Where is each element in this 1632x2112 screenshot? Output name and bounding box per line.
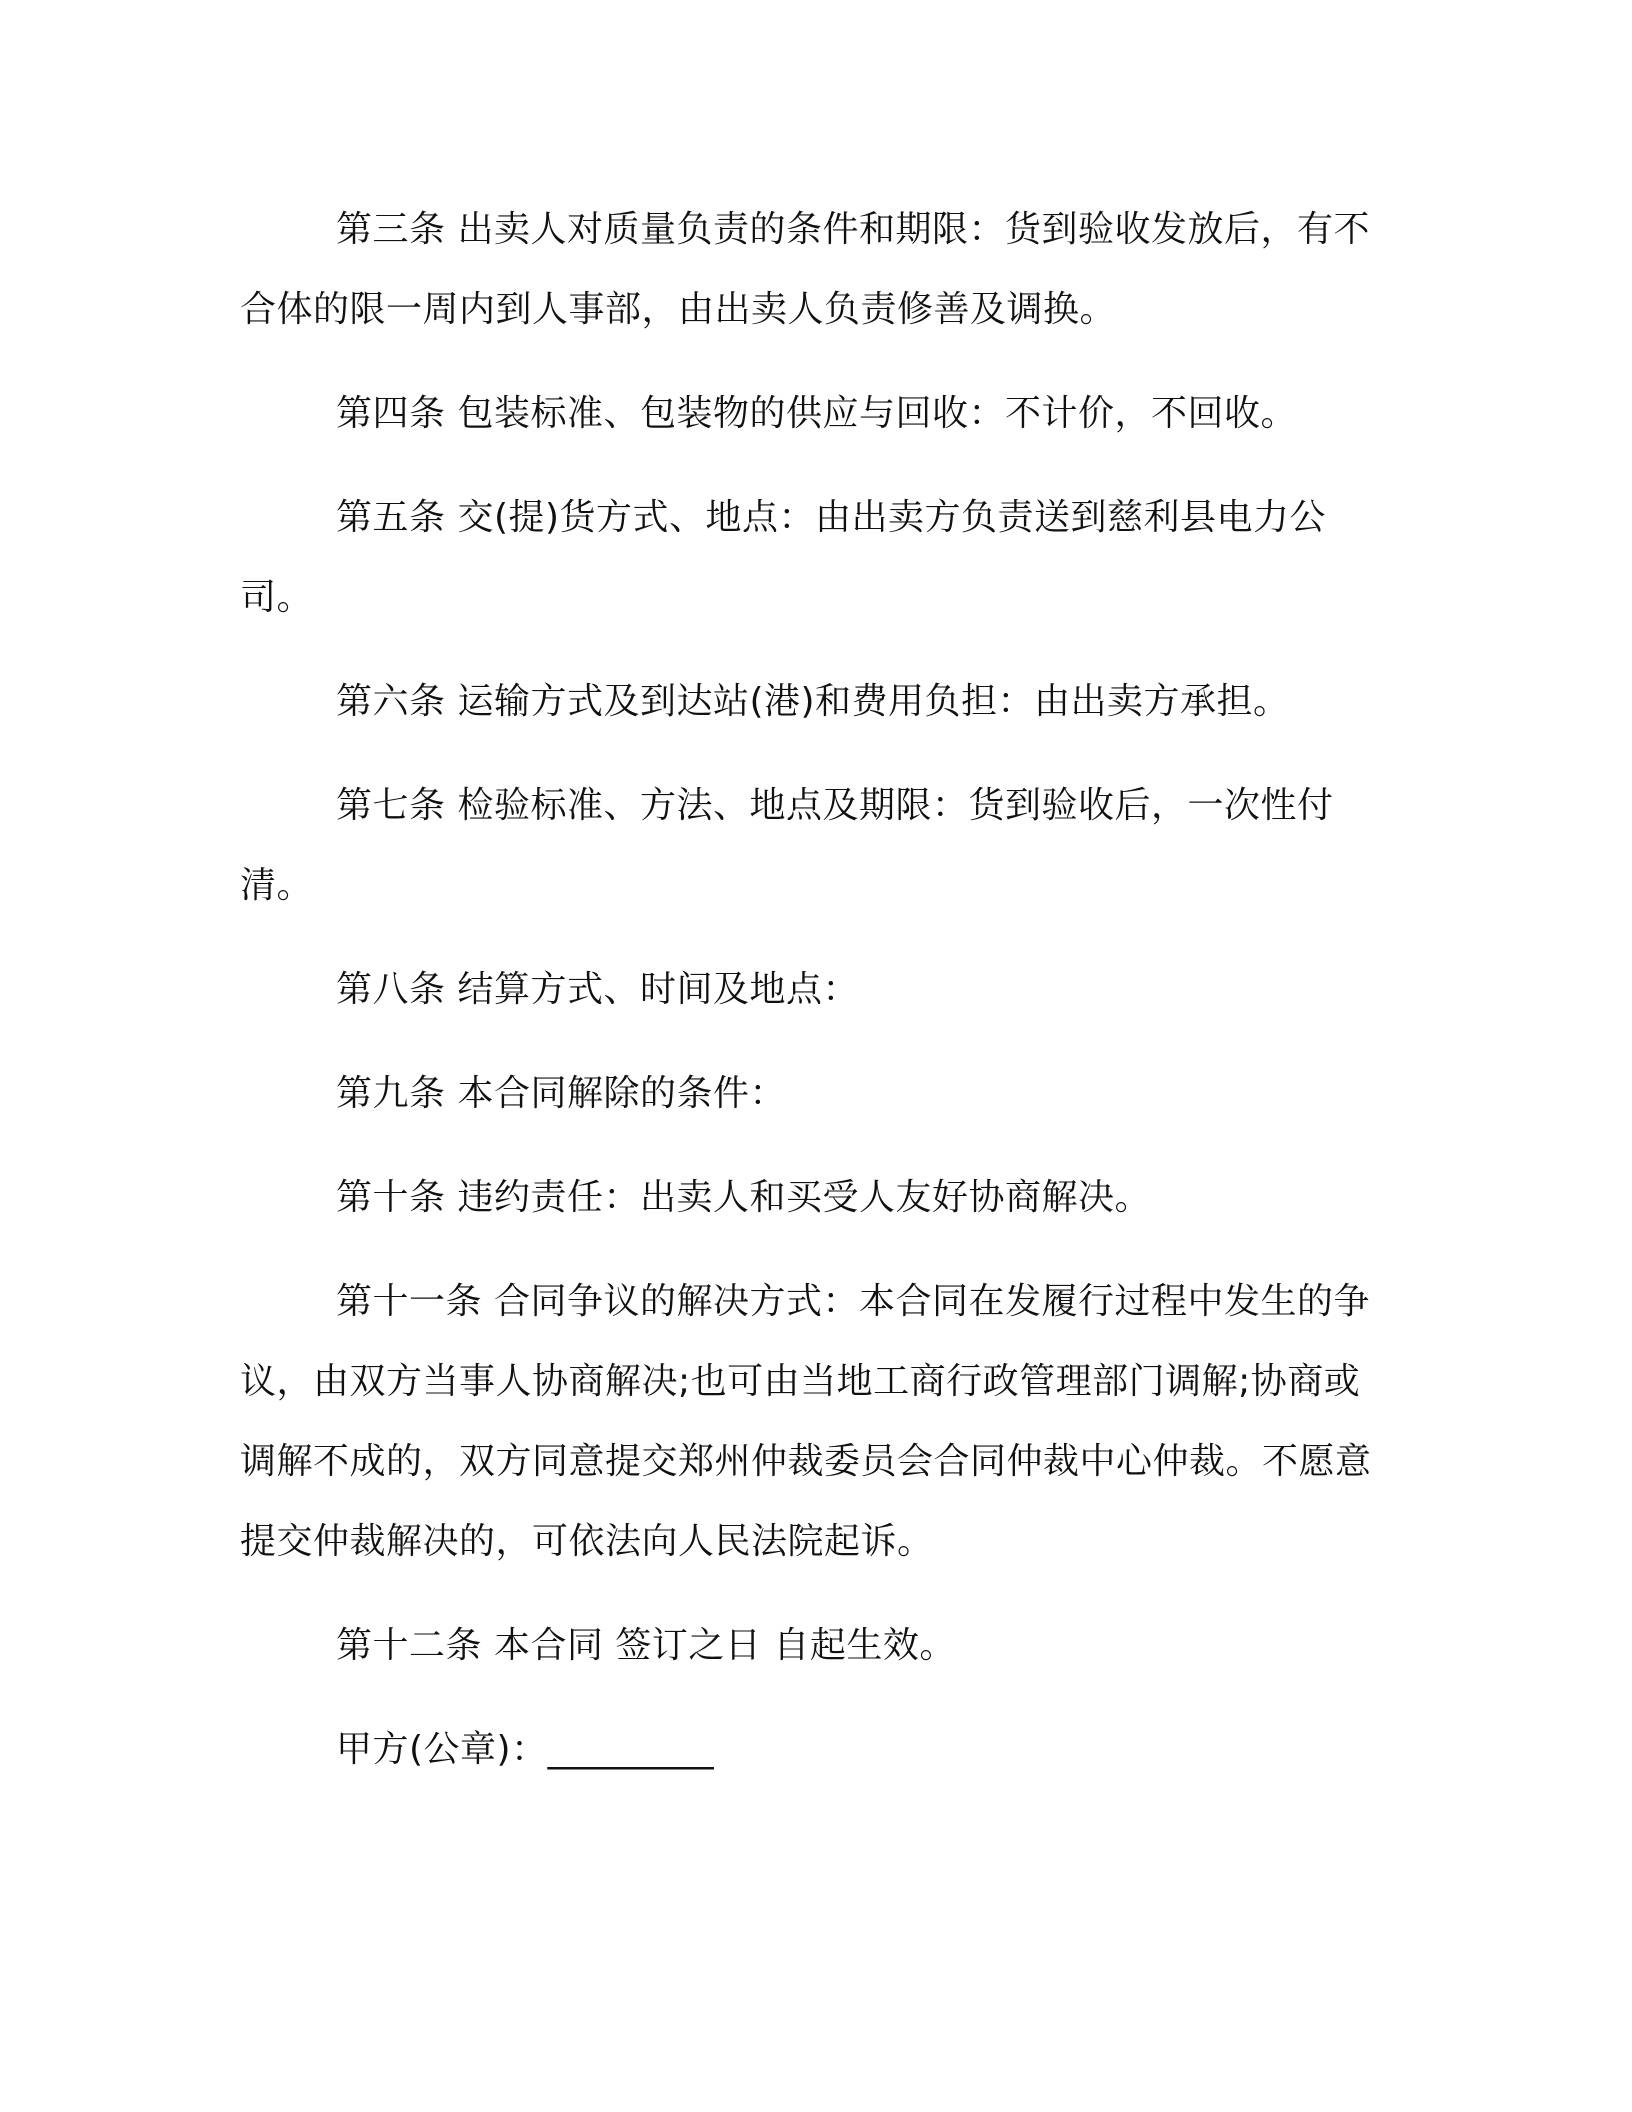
signature-party-a [240,1710,1390,1790]
clause-article-11: 第十一条 合同争议的解决方式：本合同在发履行过程中发生的争议，由双方当事人协商解决;也可由当地工商行政管理部门调解;协商或调解不成的，双方同意提交郑州仲裁委员会合同仲裁中心仲裁。不愿意提交仲裁解决的，可依法向人民法院起诉。 [240,1281,1372,1562]
contract-body [240,190,1390,1814]
clause-article-7: 第七条 检验标准、方法、地点及期限：货到验收后，一次性付清。 [240,785,1334,906]
clause-article-8: 第八条 结算方式、时间及地点： [336,969,859,1010]
clause-article-6: 第六条 运输方式及到达站(港)和费用负担：由出卖方承担。 [336,681,1290,722]
clause-article-9: 第九条 本合同解除的条件： [336,1073,786,1114]
clause-article-4: 第四条 包装标准、包装物的供应与回收：不计价，不回收。 [336,393,1297,434]
clause-article-10: 第十条 违约责任：出卖人和买受人友好协商解决。 [336,1177,1151,1218]
signature-blank: _________ [547,1729,715,1770]
clause-article-3: 第三条 出卖人对质量负责的条件和期限：货到验收发放后，有不合体的限一周内到人事部，由出卖人负责修善及调换。 [240,209,1370,330]
clause-article-12: 第十二条 本合同 签订之日 自起生效。 [336,1625,956,1666]
clause-article-5: 第五条 交(提)货方式、地点：由出卖方负责送到慈利县电力公司。 [240,497,1327,618]
signature-label: 甲方(公章)： [336,1729,548,1770]
